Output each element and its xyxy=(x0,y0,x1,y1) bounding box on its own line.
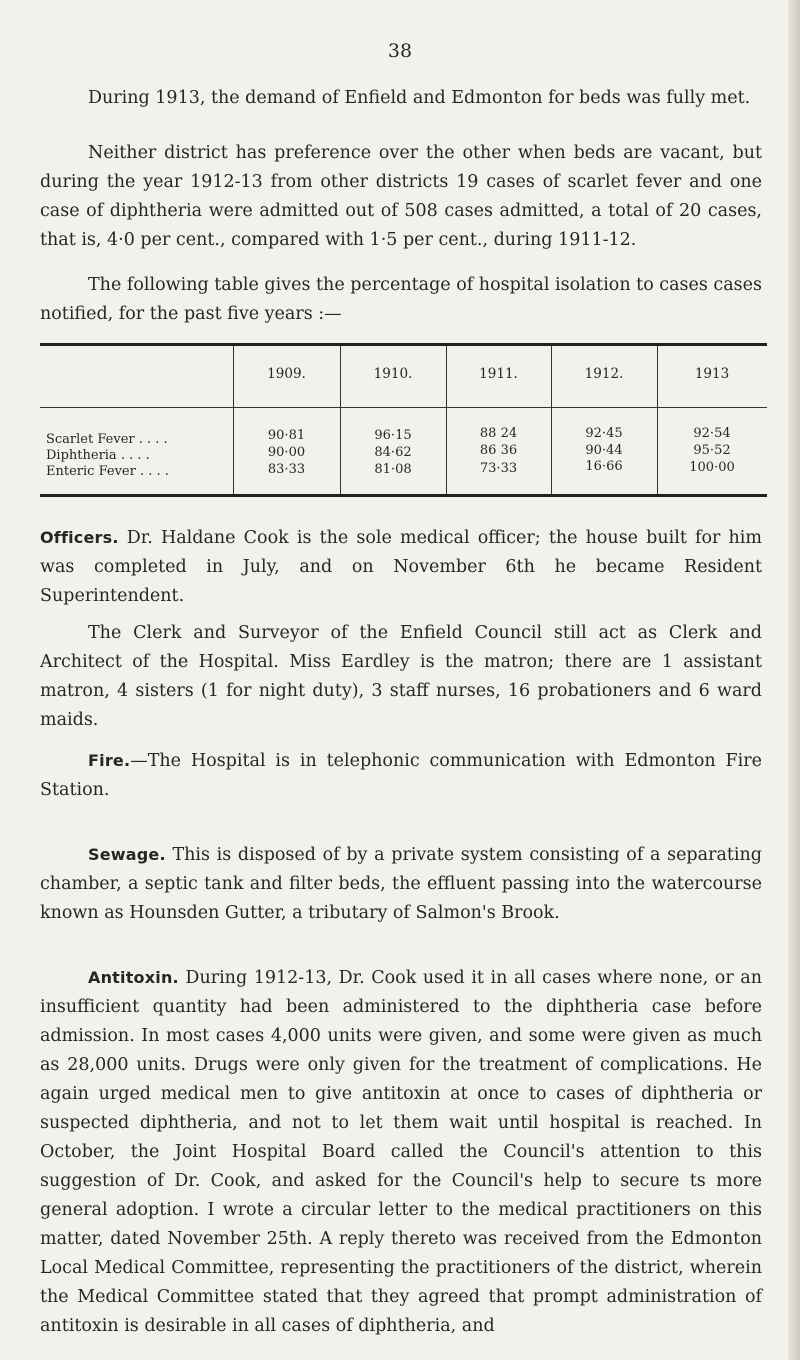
table-cell: 92·54 xyxy=(693,426,731,441)
table-cell: 96·15 xyxy=(374,428,412,443)
page-number: 38 xyxy=(387,40,413,62)
row-label-diphtheria: Diphtheria . . . . xyxy=(46,448,150,463)
fire-text: —The Hospital is in telephonic communication with Edmonton Fire Station. xyxy=(40,751,762,800)
table-header-rule xyxy=(40,407,767,408)
table-cell: 73·33 xyxy=(479,461,518,476)
table-cell: 90·81 xyxy=(267,428,306,443)
table-cell: 100·00 xyxy=(689,460,735,475)
paragraph-antitoxin xyxy=(40,963,762,1341)
table-cell: 95·52 xyxy=(693,443,731,458)
table-cell: 83·33 xyxy=(267,462,306,477)
table-cell: 84·62 xyxy=(374,445,412,460)
officers-text: Dr. Haldane Cook is the sole medical officer; the house built for him was completed in July, and on November 6th he became Resident Superintendent. xyxy=(40,528,762,606)
table-cell: 81·08 xyxy=(374,462,412,477)
paragraph-beds: During 1913, the demand of Enfield and Edmonton for beds was fully met. xyxy=(88,88,751,108)
paragraph-sewage xyxy=(40,840,762,928)
heading-antitoxin: Antitoxin. xyxy=(88,968,179,987)
column-header-1912: 1912. xyxy=(584,366,624,382)
heading-sewage: Sewage. xyxy=(88,845,166,864)
sewage-text: This is disposed of by a private system consisting of a separating chamber, a septic tank and filter beds, the effluent passing into the watercourse known as Hounsden Gutter, a tributary of Salmon's Brook. xyxy=(40,845,762,923)
paragraph-table-intro: The following table gives the percentage of hospital isolation to cases cases notified, for the past five years :— xyxy=(40,275,762,324)
row-label-scarlet-fever: Scarlet Fever . . . . xyxy=(46,432,168,447)
paragraph-fire xyxy=(40,746,762,805)
table-cell: 90·44 xyxy=(585,443,623,458)
table-cell: 90·00 xyxy=(267,445,306,460)
paragraph-clerk: The Clerk and Surveyor of the Enfield Council still act as Clerk and Architect of the Hospital. Miss Eardley is the matron; there are 1 assistant matron, 4 sisters (1 for night duty), 3 staff nurses, 16 probationers and 6 ward maids. xyxy=(40,623,762,730)
column-header-1913: 1913 xyxy=(694,366,730,382)
heading-fire: Fire. xyxy=(88,751,131,770)
table-cell: 88 24 xyxy=(479,426,518,441)
heading-officers: Officers. xyxy=(40,528,119,547)
paragraph-preference: Neither district has preference over the other when beds are vacant, but during the year 1912-13 from other districts 19 cases of scarlet fever and one case of diphtheria were admitted out of 508 cases admitted, a total of 20 cases, that is, 4·0 per cent., compared with 1·5 per cent., during 1911-12. xyxy=(40,143,762,250)
paragraph-officers xyxy=(40,523,762,611)
column-header-1911: 1911. xyxy=(479,366,518,382)
row-label-enteric-fever: Enteric Fever . . . . xyxy=(46,464,169,479)
table-cell: 92·45 xyxy=(585,426,623,441)
column-header-1910: 1910. xyxy=(373,366,413,382)
table-cell: 86 36 xyxy=(479,443,518,458)
column-header-1909: 1909. xyxy=(267,366,306,382)
page-edge xyxy=(788,0,800,1360)
isolation-percentage-table xyxy=(40,343,767,497)
table-cell: 16·66 xyxy=(585,459,623,474)
antitoxin-text: During 1912-13, Dr. Cook used it in all cases where none, or an insufficient quantity had been administered to the diphtheria case before admission. In most cases 4,000 units were given, and some were given as much as 28,000 units. Drugs were only given for the treatment of complications. He again urged medical men to give antitoxin at once to cases of diphtheria or suspected diphtheria, and not to let them wait until hospital is reached. In October, the Joint Hospital Board called the Council's attention to this suggestion of Dr. Cook, and asked for the Council's help to secure ts more general adoption. I wrote a circular letter to the medical practitioners on this matter, dated November 25th. A reply thereto was received from the Edmonton Local Medical Committee, representing the practitioners of the district, wherein the Medical Committee stated that they agreed that prompt administration of antitoxin is desirable in all cases of diphtheria, and xyxy=(40,968,762,1336)
